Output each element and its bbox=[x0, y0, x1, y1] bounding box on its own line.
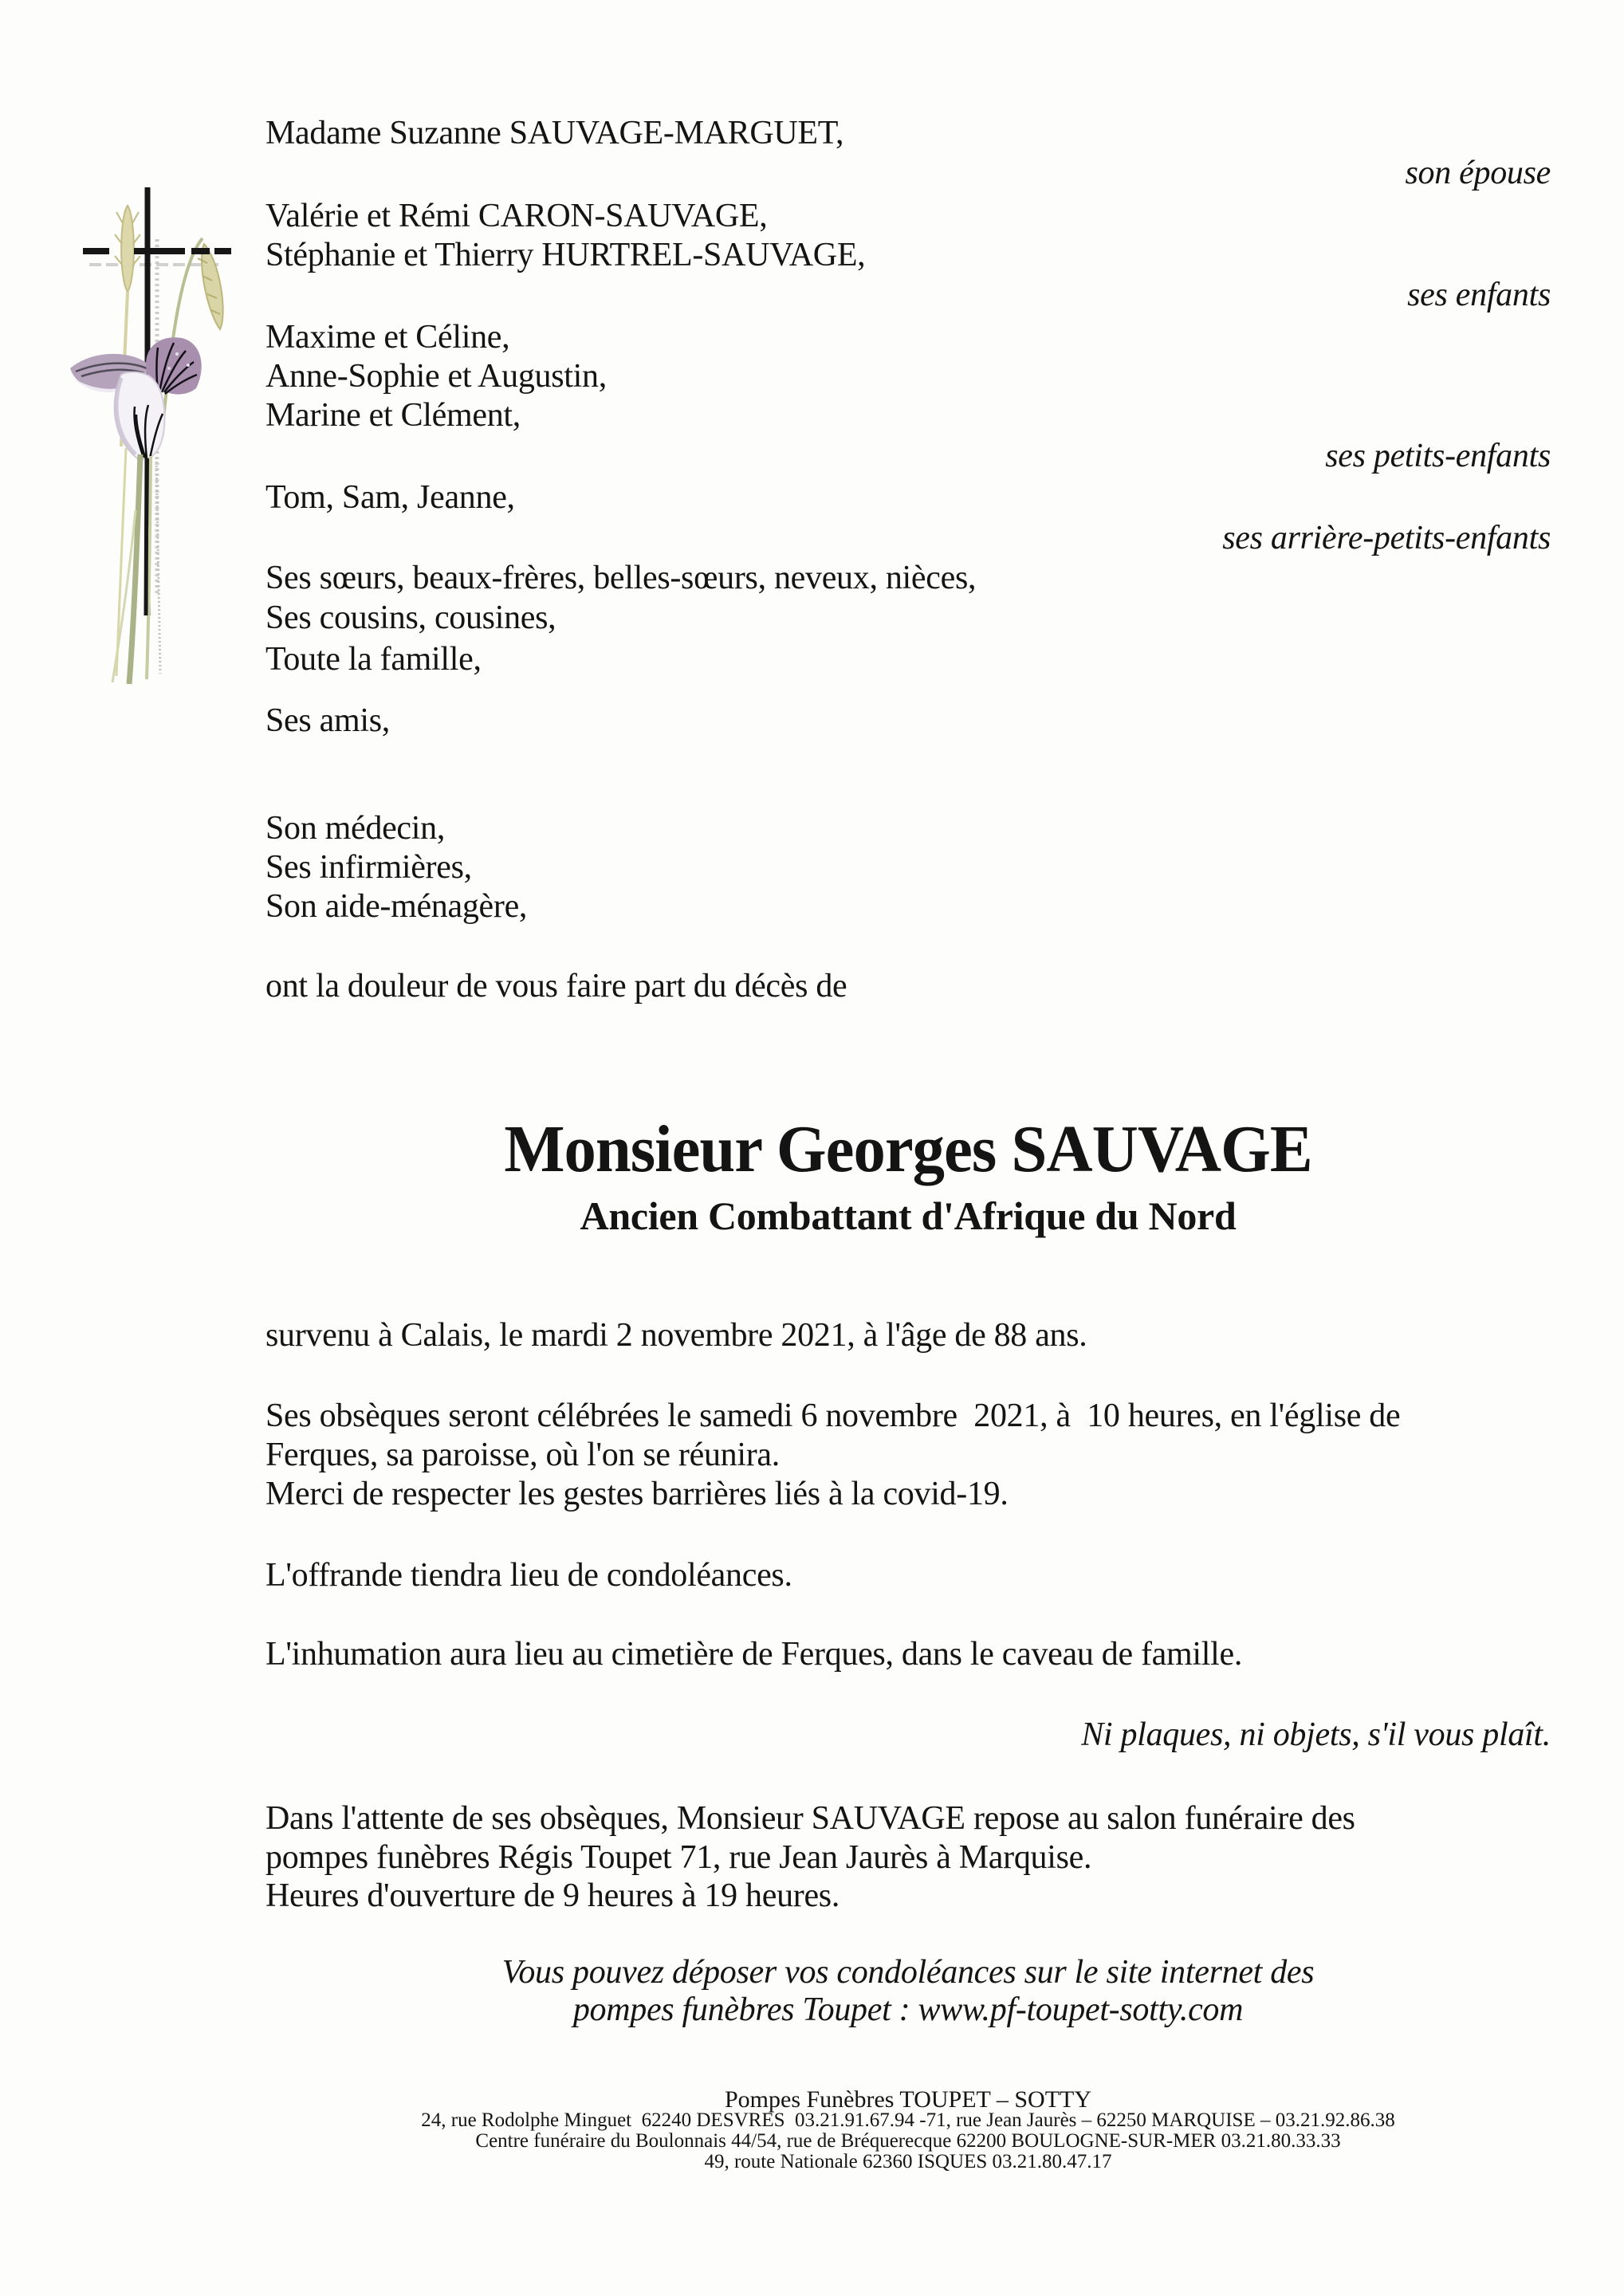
burial-line: L'inhumation aura lieu au cimetière de Ferques, dans le caveau de famille. bbox=[265, 1636, 1243, 1673]
cross-flower-illustration bbox=[64, 183, 279, 694]
repose-line-hours: Heures d'ouverture de 9 heures à 19 heures. bbox=[265, 1877, 840, 1914]
deceased-name-title: Monsieur Georges SAUVAGE bbox=[504, 1112, 1312, 1186]
no-plaques-request: Ni plaques, ni objets, s'il vous plaît. bbox=[1081, 1716, 1551, 1753]
condolences-website-line: pompes funèbres Toupet : www.pf-toupet-sotty.com bbox=[572, 1991, 1244, 2028]
deceased-subtitle: Ancien Combattant d'Afrique du Nord bbox=[580, 1193, 1237, 1238]
family-line-friends: Ses amis, bbox=[265, 702, 390, 739]
footer-address-desvres-marquise: 24, rue Rodolphe Minguet 62240 DESVRES 03.21.91.67.94 -71, rue Jean Jaurès – 62250 MARQUISE – 03.21.92.86.38 bbox=[421, 2109, 1395, 2131]
footer-address-boulogne: Centre funéraire du Boulonnais 44/54, rue de Bréquerecque 62200 BOULOGNE-SUR-MER 03.21.80.33.33 bbox=[475, 2130, 1341, 2152]
relation-label-great-grandchildren: ses arrière-petits-enfants bbox=[1222, 520, 1551, 556]
stem-black-stripe bbox=[146, 458, 147, 615]
funeral-line-covid: Merci de respecter les gestes barrières liés à la covid-19. bbox=[265, 1476, 1009, 1512]
family-line-child-2: Stéphanie et Thierry HURTREL-SAUVAGE, bbox=[265, 237, 866, 273]
relation-label-spouse: son épouse bbox=[1405, 155, 1551, 191]
family-line-grandchild-3: Marine et Clément, bbox=[265, 397, 521, 434]
family-line-cousins: Ses cousins, cousines, bbox=[265, 600, 556, 636]
death-notice-line: survenu à Calais, le mardi 2 novembre 2021, à l'âge de 88 ans. bbox=[265, 1317, 1087, 1354]
lily-speck-1 bbox=[175, 352, 179, 356]
family-line-child-1: Valérie et Rémi CARON-SAUVAGE, bbox=[265, 198, 768, 234]
family-line-whole-family: Toute la famille, bbox=[265, 641, 482, 678]
stem-gray-dotted bbox=[156, 458, 160, 674]
stem-wheat-pale bbox=[116, 448, 126, 676]
relation-label-grandchildren: ses petits-enfants bbox=[1325, 438, 1551, 474]
footer-company-name: Pompes Funèbres TOUPET – SOTTY bbox=[724, 2086, 1092, 2113]
family-line-spouse: Madame Suzanne SAUVAGE-MARGUET, bbox=[265, 115, 844, 151]
repose-line-1: Dans l'attente de ses obsèques, Monsieur SAUVAGE repose au salon funéraire des bbox=[265, 1800, 1355, 1837]
wheat-ear-left bbox=[121, 206, 134, 292]
family-line-grandchild-1: Maxime et Céline, bbox=[265, 319, 510, 356]
footer-address-isques: 49, route Nationale 62360 ISQUES 03.21.80.47.17 bbox=[704, 2151, 1112, 2172]
caregiver-line-housekeeper: Son aide-ménagère, bbox=[265, 888, 528, 925]
announcement-intro: ont la douleur de vous faire part du décès de bbox=[265, 968, 847, 1005]
funeral-line-1: Ses obsèques seront célébrées le samedi 6 novembre 2021, à 10 heures, en l'église de bbox=[265, 1398, 1401, 1434]
lily-speck-3 bbox=[167, 367, 171, 370]
condolences-line-1: Vous pouvez déposer vos condoléances sur le site internet des bbox=[501, 1954, 1315, 1991]
funeral-line-2: Ferques, sa paroisse, où l'on se réunira. bbox=[265, 1437, 780, 1473]
family-line-grandchild-2: Anne-Sophie et Augustin, bbox=[265, 358, 607, 395]
stem-green-main bbox=[129, 454, 140, 684]
family-line-siblings: Ses sœurs, beaux-frères, belles-sœurs, neveux, nièces, bbox=[265, 560, 977, 596]
family-line-great-grandchildren: Tom, Sam, Jeanne, bbox=[265, 479, 515, 516]
offering-line: L'offrande tiendra lieu de condoléances. bbox=[265, 1557, 792, 1594]
lily-speck-2 bbox=[187, 364, 190, 367]
repose-line-2: pompes funèbres Régis Toupet 71, rue Jean Jaurès à Marquise. bbox=[265, 1839, 1092, 1876]
wheat-ear-right bbox=[202, 244, 223, 329]
caregiver-line-nurses: Ses infirmières, bbox=[265, 849, 472, 886]
caregiver-line-doctor: Son médecin, bbox=[265, 810, 446, 847]
relation-label-children: ses enfants bbox=[1407, 277, 1551, 313]
